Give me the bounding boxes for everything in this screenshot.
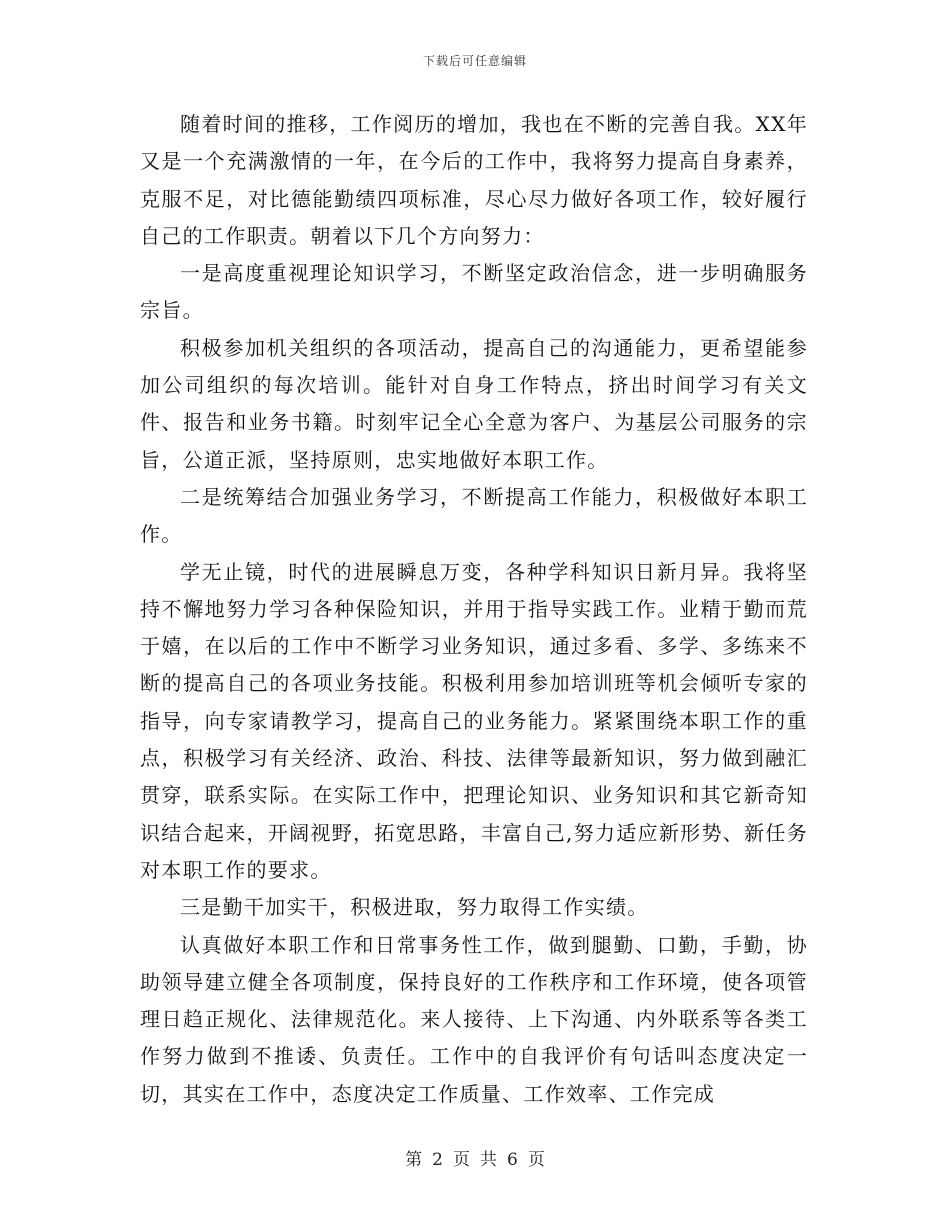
footer-page-word: 页 (453, 1150, 470, 1170)
page-header: 下载后可任意编辑 (422, 54, 527, 68)
footer-total-word: 共 (480, 1150, 497, 1170)
footer-prefix: 第 (405, 1150, 423, 1170)
paragraph-point-three-detail: 认真做好本职工作和日常事务性工作，做到腿勤、口勤，手勤，协助领导建立健全各项制度，保持良好的工作秩序和工作环境，使各项管理日趋正规化、法律规范化。来人接待、上下沟通、内外联系等各类工作努力做到不推诿、负责任。工作中的自我评价有句话叫态度决定一切，其实在工作中，态度决定工作质量、工作效率、工作完成 (140, 932, 808, 1106)
document-body (140, 106, 808, 1113)
paragraph-point-one-detail: 积极参加机关组织的各项活动，提高自己的沟通能力，更希望能参加公司组织的每次培训。能针对自身工作特点，挤出时间学习有关文件、报告和业务书籍。时刻牢记全心全意为客户、为基层公司服务的宗旨，公道正派，坚持原则，忠实地做好本职工作。 (140, 335, 808, 472)
paragraph-point-two-detail: 学无止镜，时代的进展瞬息万变，各种学科知识日新月异。我将坚持不懈地努力学习各种保险知识，并用于指导实践工作。业精于勤而荒于嬉，在以后的工作中不断学习业务知识，通过多看、多学、多练来不断的提高自己的各项业务技能。积极利用参加培训班等机会倾听专家的指导，向专家请教学习，提高自己的业务能力。紧紧围绕本职工作的重点，积极学习有关经济、政治、科技、法律等最新知识，努力做到融汇贯穿，联系实际。在实际工作中，把理论知识、业务知识和其它新奇知识结合起来，开阔视野，拓宽思路，丰富自己,努力适应新形势、新任务对本职工作的要求。 (140, 559, 808, 882)
footer-suffix: 页 (527, 1150, 545, 1170)
paragraph-intro: 随着时间的推移，工作阅历的增加，我也在不断的完善自我。XX年又是一个充满激情的一年，在今后的工作中，我将努力提高自身素养，克服不足，对比德能勤绩四项标准，尽心尽力做好各项工作，较好履行自己的工作职责。朝着以下几个方向努力： (140, 112, 808, 248)
page-footer (0, 1145, 950, 1170)
footer-current-page: 2 (432, 1150, 443, 1170)
paragraph-point-one: 一是高度重视理论知识学习，不断坚定政治信念，进一步明确服务宗旨。 (140, 261, 808, 323)
paragraph-point-three: 三是勤干加实干，积极进取，努力取得工作实绩。 (180, 895, 649, 920)
paragraph-point-two: 二是统筹结合加强业务学习，不断提高工作能力，积极做好本职工作。 (140, 484, 808, 547)
footer-total-pages: 6 (507, 1150, 518, 1170)
